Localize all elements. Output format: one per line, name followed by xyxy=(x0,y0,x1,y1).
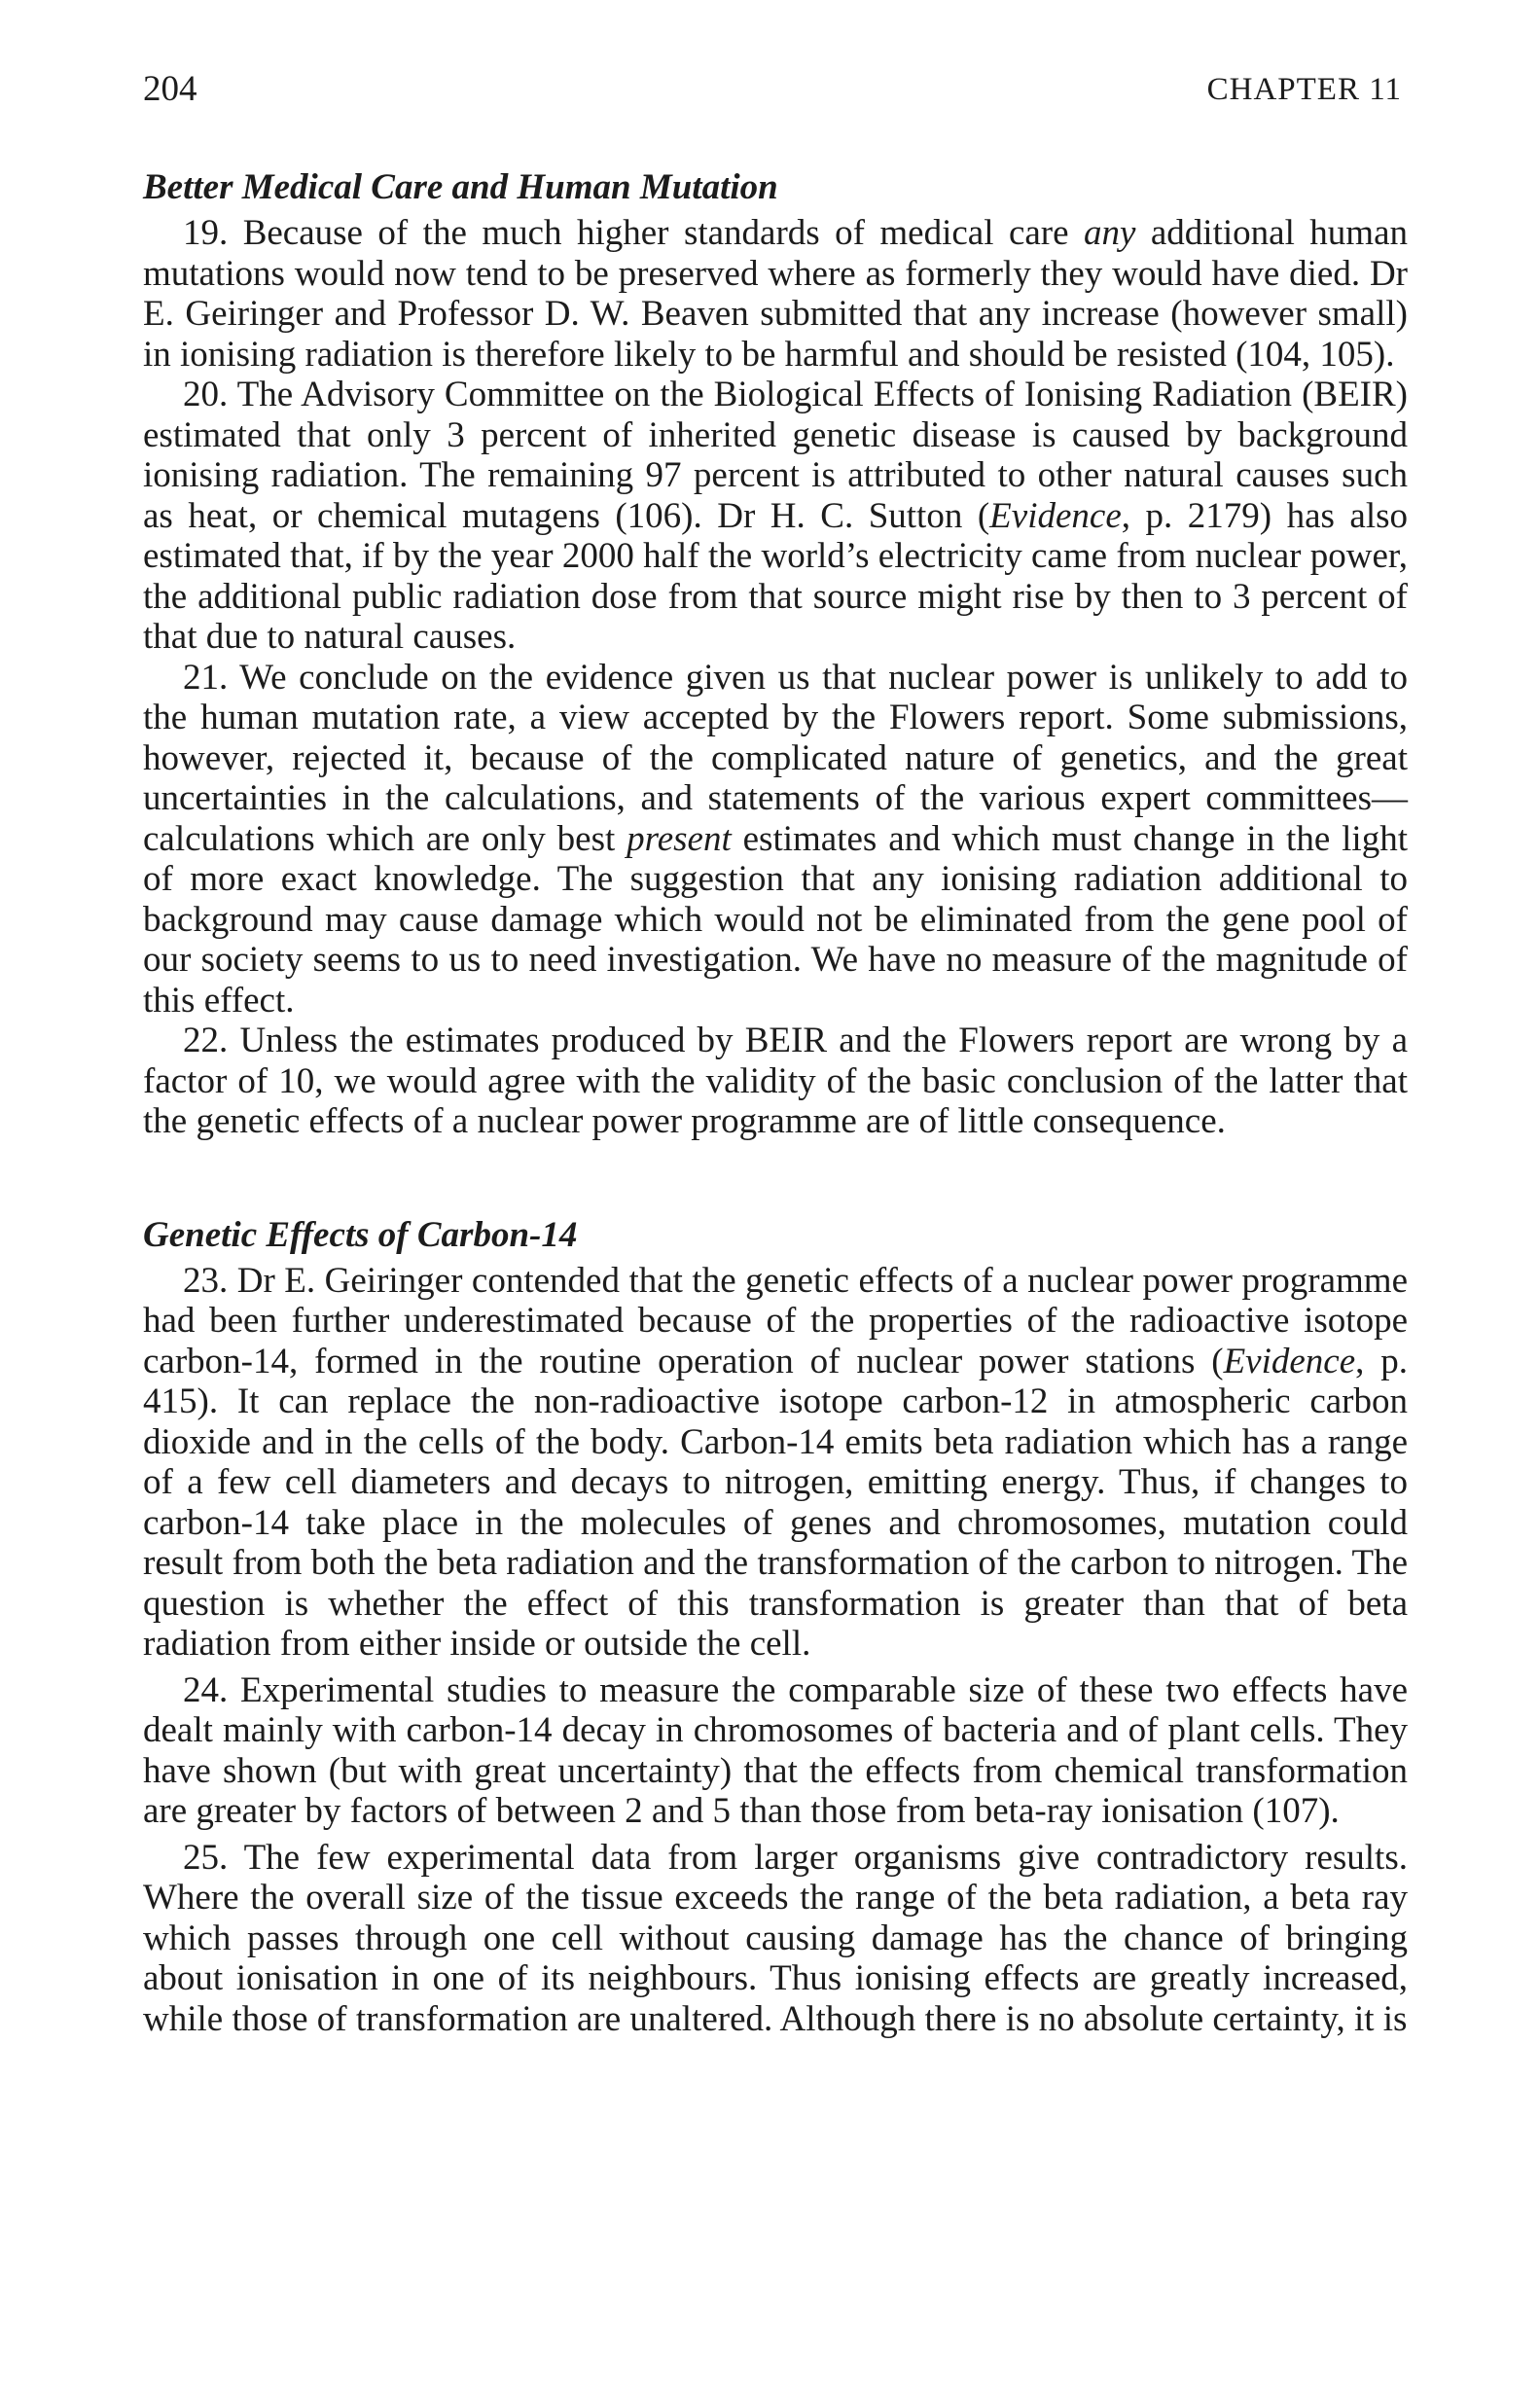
book-page xyxy=(143,60,1408,2039)
paragraph-20: 20. The Advisory Committee on the Biological Effects of Ionising Radiation (BEIR) estimated that only 3 percent of inherited genetic disease is caused by background ionising radiation. The remaining 97 percent is attributed to other natural causes such as heat, or chemical mutagens (106). Dr H. C. Sutton (Evidence, p. 2179) has also estimated that, if by the year 2000 half the world’s electricity came from nuclear power, the additional public radiation dose from that source might rise by then to 3 percent of that due to natural causes. xyxy=(143,375,1409,657)
paragraph-22: 22. Unless the estimates produced by BEIR and the Flowers report are wrong by a factor of 10, we would agree with the validity of the basic conclusion of the latter that the genetic effects of a nuclear power programme are of little consequence. xyxy=(143,1021,1408,1141)
paragraph-23: 23. Dr E. Geiringer contended that the genetic effects of a nuclear power programme had been further underestimated because of the properties of the radioactive isotope carbon-14, formed in the routine operation of nuclear power stations (Evidence, p. 415). It can replace the non-radioactive isotope carbon-12 in atmospheric carbon dioxide and in the cells of the body. Carbon-14 emits beta radiation which has a range of a few cell diameters and decays to nitrogen, emitting energy. Thus, if changes to carbon-14 take place in the molecules of genes and chromosomes, mutation could result from both the beta radiation and the transformation of the carbon to nitrogen. The question is whether the effect of this transformation is greater than that of beta radiation from either inside or outside the cell. xyxy=(143,1260,1408,1664)
paragraph-25: 25. The few experimental data from larger organisms give contradictory results. Where the overall size of the tissue exceeds the range of the beta radiation, a beta ray which passes through one cell without causing damage has the chance of bringing about ionisation in one of its neighbours. Thus ionising effects are greatly increased, while those of transformation are unaltered. Although there is no absolute certainty, it is xyxy=(143,1837,1408,2039)
paragraph-24: 24. Experimental studies to measure the comparable size of these two effects have dealt mainly with carbon-14 decay in chromosomes of bacteria and of plant cells. They have shown (but with great uncertainty) that the effects from chemical transformation are greater by factors of between 2 and 5 than those from beta-ray ionisation (107). xyxy=(143,1669,1408,1831)
chapter-label: CHAPTER 11 xyxy=(1206,72,1402,107)
italic-run: Evidence xyxy=(1223,1341,1356,1381)
paragraph-19: 19. Because of the much higher standards of medical care any additional human mutations would now tend to be preserved where as formerly they would have died. Dr E. Geiringer and Professor D. W. Beaven submitted that any increase (however small) in ionising radiation is therefore likely to be harmful and should be resisted (104, 105). xyxy=(143,213,1408,375)
italic-run: Evidence xyxy=(989,495,1122,536)
section-heading-carbon-14: Genetic Effects of Carbon-14 xyxy=(143,1214,578,1255)
page-number: 204 xyxy=(143,69,197,109)
italic-run: present xyxy=(627,818,732,859)
section-heading-medical-care: Better Medical Care and Human Mutation xyxy=(143,167,778,207)
running-head xyxy=(143,60,1408,119)
paragraph-21: 21. We conclude on the evidence given us that nuclear power is unlikely to add to the human mutation rate, a view accepted by the Flowers report. Some submissions, however, rejected it, because of the complicated nature of genetics, and the great uncertainties in the calculations, and statements of the various expert committees—calculations which are only best present estimates and which must change in the light of more exact knowledge. The suggestion that any ionising radiation additional to background may cause damage which would not be eliminated from the gene pool of our society seems to us to need investigation. We have no measure of the magnitude of this effect. xyxy=(143,657,1408,1021)
italic-run: any xyxy=(1084,213,1136,253)
